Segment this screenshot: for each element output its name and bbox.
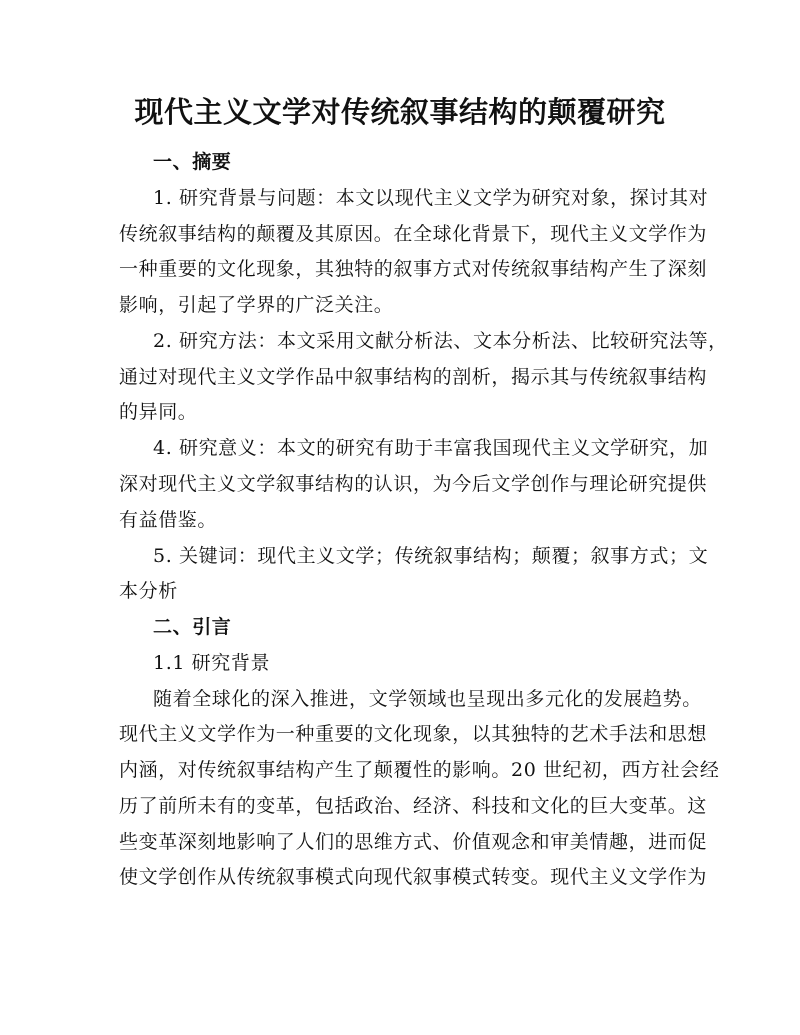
- document-title: 现代主义文学对传统叙事结构的颠覆研究: [134, 95, 666, 129]
- abstract-item-5-line: 本分析: [119, 580, 178, 602]
- abstract-item-4-line: 4. 研究意义：本文的研究有助于丰富我国现代主义文学研究，加: [153, 437, 709, 459]
- abstract-item-5-line: 5. 关键词：现代主义文学；传统叙事结构；颠覆；叙事方式；文: [153, 545, 709, 567]
- abstract-item-4-line: 深对现代主义文学叙事结构的认识，为今后文学创作与理论研究提供: [119, 473, 708, 495]
- subsection-heading-background: 1.1 研究背景: [153, 652, 271, 674]
- intro-paragraph-line: 使文学创作从传统叙事模式向现代叙事模式转变。现代主义文学作为: [119, 866, 708, 888]
- intro-paragraph-line: 现代主义文学作为一种重要的文化现象，以其独特的艺术手法和思想: [119, 723, 708, 745]
- abstract-item-2-line: 的异同。: [119, 401, 198, 423]
- abstract-item-1-line: 传统叙事结构的颠覆及其原因。在全球化背景下，现代主义文学作为: [119, 223, 708, 245]
- intro-paragraph-line: 内涵，对传统叙事结构产生了颠覆性的影响。20 世纪初，西方社会经: [119, 759, 720, 781]
- intro-paragraph-line: 些变革深刻地影响了人们的思维方式、价值观念和审美情趣，进而促: [119, 831, 708, 853]
- section-heading-abstract: 一、摘要: [153, 151, 232, 173]
- abstract-item-2-line: 通过对现代主义文学作品中叙事结构的剖析，揭示其与传统叙事结构: [119, 366, 708, 388]
- intro-paragraph-line: 历了前所未有的变革，包括政治、经济、科技和文化的巨大变革。这: [119, 795, 708, 817]
- abstract-item-4-line: 有益借鉴。: [119, 509, 218, 531]
- abstract-item-2-line: 2. 研究方法：本文采用文献分析法、文本分析法、比较研究法等，: [153, 330, 728, 352]
- abstract-item-1-line: 影响，引起了学界的广泛关注。: [119, 294, 394, 316]
- intro-paragraph-line: 随着全球化的深入推进，文学领域也呈现出多元化的发展趋势。: [153, 688, 702, 710]
- section-heading-introduction: 二、引言: [153, 616, 232, 638]
- abstract-item-1-line: 1. 研究背景与问题：本文以现代主义文学为研究对象，探讨其对: [153, 187, 709, 209]
- abstract-item-1-line: 一种重要的文化现象，其独特的叙事方式对传统叙事结构产生了深刻: [119, 258, 708, 280]
